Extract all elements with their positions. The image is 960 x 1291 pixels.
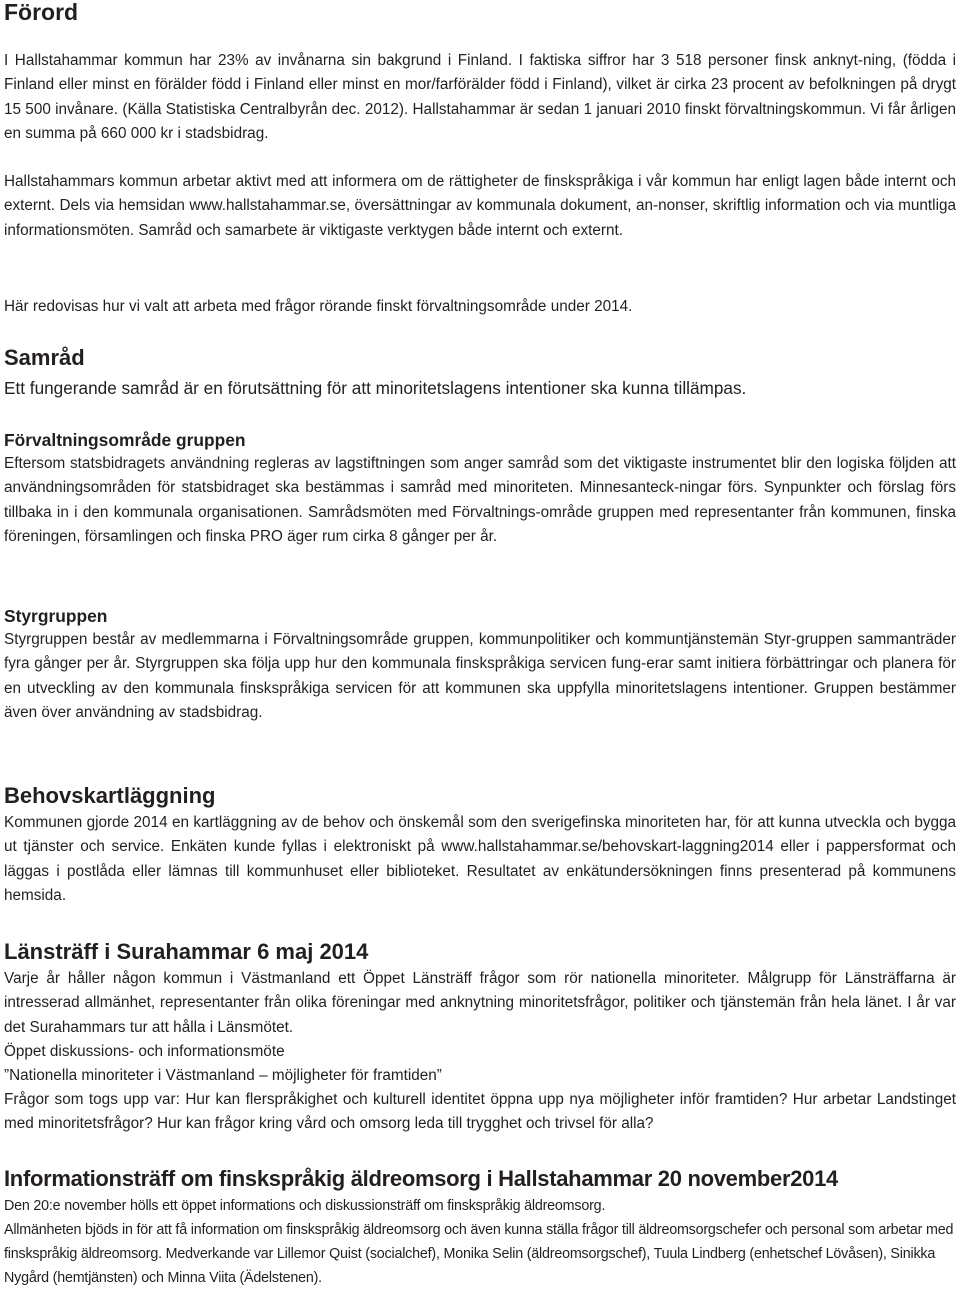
behov-heading: Behovskartläggning bbox=[4, 783, 216, 808]
lanstraff-line-2: Öppet diskussions- och informationsmöte bbox=[4, 1043, 285, 1060]
info-text: Allmänheten bjöds in för att få information om finskspråkig äldreomsorg och även kunna ställa frågor till äldreomsorgschefer och personal som arbetar med finskspråkig äldreomsorg. Medverkande var Lillemor Quist (socialchef), Monika Selin (äldreomsorgschef), Tuula Lindberg (enhetschef Lövåsen), Sinikka Nygård (hemtjänsten) och Minna Viita (Ädelstenen). bbox=[4, 1222, 954, 1287]
forvaltning-text: Eftersom statsbidragets användning regleras av lagstiftningen som anger samråd som det viktigaste instrumentet blir den logiska följden att användningsområden för statsbidraget ska bestämmas i samråd med minoriteten. Minnesanteck-ningar förs. Synpunkter och förslag förs tillbaka in i den kommunala organisationen. Samrådsmöten med Förvaltnings-område gruppen med representanter från kommunen, finska föreningen, församlingen och finska PRO äger rum cirka 8 gånger per år. bbox=[4, 455, 956, 545]
intro-paragraph-2: Hallstahammars kommun arbetar aktivt med att informera om de rättigheter de finskspråkiga i vår kommun har enligt lagen både internt och externt. Dels via hemsidan www.hallstahammar.se, översättningar av kommunala dokument, an-nonser, skriftlig information och via muntliga informationsmöten. Samråd och samarbete är viktigaste verktygen både internt och externt. bbox=[4, 173, 956, 239]
lanstraff-heading: Länsträff i Surahammar 6 maj 2014 bbox=[4, 939, 369, 964]
intro-paragraph-1: I Hallstahammar kommun har 23% av invånarna sin bakgrund i Finland. I faktiska siffror har 3 518 personer finsk anknyt-ning, (födda i Finland eller minst en förälder född i Finland eller minst en mor/farförälder född i Finland), vilket är cirka 23 procent av befolkningen på drygt 15 500 invånare. (Källa Statistiska Centralbyrån dec. 2012). Hallstahammar är sedan 1 januari 2010 finskt förvaltningskommun. Vi får årligen en summa på 660 000 kr i stadsbidrag. bbox=[4, 52, 956, 142]
behov-text: Kommunen gjorde 2014 en kartläggning av de behov och önskemål som den sverigefinska minoriteten har, för att kunna utveckla och bygga ut tjänster och service. Enkäten kunde fyllas i elektroniskt på www.hallstahammar.se/behovskart-laggning2014 eller i pappersformat och läggas i postlåda eller lämnas till kommunhuset eller biblioteket. Resultatet av enkätundersökningen finns presenterad på kommunens hemsida. bbox=[4, 814, 956, 904]
lanstraff-line-3: ”Nationella minoriteter i Västmanland – möjligheter för framtiden” bbox=[4, 1067, 442, 1084]
info-heading: Informationsträff om finskspråkig äldreomsorg i Hallstahammar 20 november2014 bbox=[4, 1166, 838, 1191]
samrad-text: Ett fungerande samråd är en förutsättning för att minoritetslagens intentioner ska kunna tillämpas. bbox=[4, 378, 747, 398]
intro-paragraph-3: Här redovisas hur vi valt att arbeta med frågor rörande finskt förvaltningsområde under 2014. bbox=[4, 298, 633, 315]
page-title: Förord bbox=[4, 0, 79, 25]
styrgruppen-text: Styrgruppen består av medlemmarna i Förvaltningsområde gruppen, kommunpolitiker och kommuntjänstemän Styr-gruppen sammanträder fyra gånger per år. Styrgruppen ska följa upp hur den kommunala finskspråkiga servicen fung-erar samt initiera förbättringar och planera för en utveckling av den kommunala finskspråkiga servicen för att kommunen ska uppfylla minoritetslagens intentioner. Gruppen bestämmer även över användning av stadsbidrag. bbox=[4, 631, 956, 721]
forvaltning-heading: Förvaltningsområde gruppen bbox=[4, 430, 246, 450]
styrgruppen-heading: Styrgruppen bbox=[4, 606, 108, 626]
samrad-heading: Samråd bbox=[4, 345, 85, 370]
lanstraff-text: Varje år håller någon kommun i Västmanland ett Öppet Länsträff frågor som rör nationella minoriteter. Målgrupp för Länsträffarna är intresserad allmänhet, representanter från olika föreningar med anknytning minoritetsfrågor, politiker och tjänstemän från hela länet. I år var det Surahammars tur att hålla i Länsmötet. bbox=[4, 970, 956, 1036]
info-line-1: Den 20:e november hölls ett öppet informations och diskussionsträff om finskspråkig äldreomsorg. bbox=[4, 1198, 606, 1214]
lanstraff-questions: Frågor som togs upp var: Hur kan flerspråkighet och kulturell identitet öppna upp nya möjligheter inför framtiden? Hur arbetar Landstinget med minoritetsfrågor? Hur kan frågor kring vård och omsorg leda till trygghet och trivsel för alla? bbox=[4, 1091, 956, 1133]
